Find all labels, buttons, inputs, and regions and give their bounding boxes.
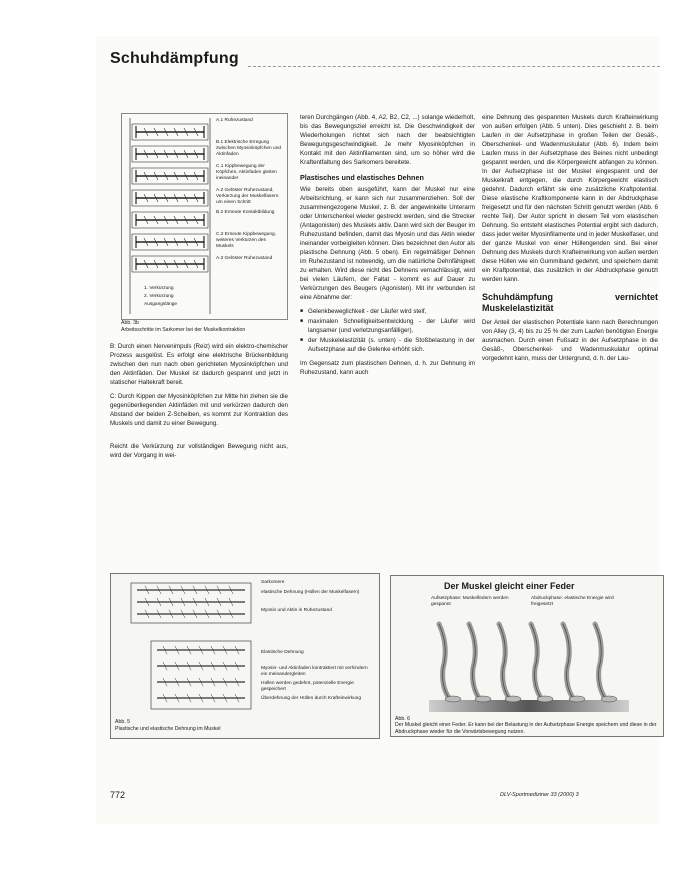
bullet-item: ■ Gelenkbeweglichkeit - der Läufer wird steif, bbox=[308, 307, 475, 316]
column-3 bbox=[482, 113, 658, 368]
fiber-row bbox=[157, 646, 245, 654]
figure-4-caption-label: Abb. 3b bbox=[121, 320, 139, 326]
sarcomere-row bbox=[132, 124, 208, 140]
sarcomere-row bbox=[132, 256, 208, 272]
fig5-label-top: Sarkomere bbox=[261, 580, 285, 585]
fig5-bottom-line-1: Myosin- und Aktinfaden kontraktiert mit verhindern ein Ineinandergleiten bbox=[261, 666, 368, 677]
column-1 bbox=[110, 342, 288, 465]
sarcomere-row bbox=[132, 212, 208, 228]
stretching-figure bbox=[110, 573, 380, 739]
fig5-bottom-line-3: Überdehnung der Hüllen durch Krafteinwirkung bbox=[261, 696, 361, 701]
figure-5-caption: Plastische und elastische Dehnung im Muskel bbox=[115, 726, 221, 732]
leg-silhouette bbox=[499, 624, 521, 702]
fiber-row bbox=[157, 662, 245, 670]
col1-paragraph-b: B: Durch einen Nervenimpuls (Reiz) wird ein elektro-chemischer Prozess ausgelöst. Es erfolgt eine elektrische Brückenbildung zwischen den nun nach oben gerichteten Myosinköpfchen und den Aktinfäden. Der Muskel ist dadurch gespannt und jetzt in statischer Haltekraft bereit. bbox=[110, 343, 288, 386]
scale-label-1: 1. Verkürzung bbox=[144, 286, 174, 291]
figure-4-caption: Arbeitsschritte im Sarkomer bei der Muskelkontraktion bbox=[121, 327, 246, 333]
fig5-top-line-2: Myosin und Aktin in Ruhezustand bbox=[261, 608, 332, 613]
fig5-top-line-1: elastische Dehnung (Hüllen der Muskelfasern) bbox=[261, 590, 360, 595]
page-number: 772 bbox=[110, 790, 126, 800]
col3-paragraph-2: Der Anteil der elastischen Potentiale kann nach Berechnungen von Alley (3, 4) bis zu 25 % der zum Laufen benötigten Energie ausmachen. Durch einen Fußsatz in der Aufsetzphase in die Gesäß-, Oberschenkel- und Wadenmuskulatur optimal vorgedehnt kann, muss der Untergrund, d. h. der Lau- bbox=[482, 319, 658, 362]
col2-paragraph-3: Im Gegensatz zum plastischen Dehnen, d. h. zur Dehnung im Ruhezustand, kann auch bbox=[300, 360, 475, 376]
sarcomere-legend-item: C.2 Erneute Kippbewegung, weiteres Verkürzen des Muskels bbox=[216, 232, 277, 249]
sarcomere-legend-item: A.1 Ruhezustand bbox=[216, 118, 253, 123]
col3-paragraph-1: eine Dehnung des gespannten Muskels durch Krafteinwirkung von außen erfolgen (Abb. 5 unten). Dies geschieht z. B. beim Laufen in der Aufsetzphase in großen Teilen der Gesäß-, Oberschenkel- und Wadenmuskulatur (Abb. 6). Indem beim Laufen muss in der Aufsetzphase des Beines nicht unbedingt gespannt werden, und die Körpergewicht abfangen zu können. In der Aufsetzphase ist der Muskel eingespannt und der Muskelkraft entgegen, die durch Körpergewicht elastisch gedehnt. Dadurch erfährt sie eine zusätzliche Kraftpotential. Diese elastische Kraftkomponente kann in der Abdruckphase freigesetzt und für den nächsten Schritt genutzt werden (Abb. 6 rechte Teil). Der Autor spricht in diesem Teil vom elastischen Dehnung. So entsteht elastisches Potential ergibt sich dadurch, dass jeder weiter Myosinfilamente und in jeder Muskelfaser, und der ganze Muskel von einer Hüllengenden sind. Bei einer Dehnung des Muskels durch Krafteinwirkung von außen werden diese Hüllen wie ein Gummiband gedehnt, und speichern damit ein Kraftpotential, das zusätzlich in der Abdruckphase genutzt werden kann. bbox=[482, 114, 658, 283]
sarcomere-figure bbox=[121, 113, 288, 320]
fiber-row bbox=[137, 610, 245, 618]
leg-silhouette bbox=[595, 624, 617, 702]
fiber-row bbox=[157, 678, 245, 686]
leg-silhouette bbox=[469, 624, 491, 702]
sarcomere-row bbox=[132, 146, 208, 162]
sarcomere-legend-item: B.2 Erneute Kontaktbildung bbox=[216, 210, 275, 215]
page-title: Schuhdämpfung bbox=[110, 50, 239, 67]
fig6-label-2: Abdruckphase: elastische Energie wird freigesetzt bbox=[531, 596, 614, 607]
leg-silhouette bbox=[439, 624, 461, 702]
figure-5-caption-label: Abb. 5 bbox=[115, 719, 130, 725]
scale-label-3: Ausgangslänge bbox=[144, 302, 178, 307]
fiber-row bbox=[137, 598, 245, 606]
col2-heading: Plastisches und elastisches Dehnen bbox=[300, 173, 424, 182]
bullet-item: ■ maximalen Schnelligkeitsentwicklung - der Läufer wird langsamer (und verletzungsanfälliger), bbox=[308, 317, 475, 335]
sarcomere-legend-item: C.1 Kippbewegung der Köpfchen, Aktinfaden gleiten ineinander bbox=[216, 164, 277, 181]
fiber-row bbox=[137, 586, 245, 594]
figure-6-title: Der Muskel gleicht einer Feder bbox=[444, 581, 575, 591]
sarcomere-row bbox=[132, 234, 208, 250]
leg-silhouette bbox=[531, 624, 553, 702]
fig5-label-bottom: Elastische Dehnung bbox=[261, 650, 304, 655]
sarcomere-legend-item: A.3 Gelöster Ruhezustand bbox=[216, 256, 273, 261]
figure-6-caption-label: Abb. 6 bbox=[395, 716, 410, 722]
journal-citation: DLV-Sportmediziner 33 (2000) 3 bbox=[500, 792, 579, 798]
fig5-bottom-line-2: Hüllen werden gedehnt, potenzielle Energie gespeichert bbox=[261, 681, 354, 692]
col1-paragraph-end: Reicht die Verkürzung zur vollständigen Bewegung nicht aus, wird der Vorgang in wei- bbox=[110, 443, 288, 459]
scale-label-2: 2. Verkürzung bbox=[144, 294, 174, 299]
fig6-label-1: Aufsetzphase: Muskelfedern werden gespannt bbox=[431, 596, 509, 607]
title-rule bbox=[248, 66, 660, 67]
sarcomere-legend-item: A.2 Gelöster Ruhezustand, Verkürzung der Muskelfasern um einen Schritt bbox=[216, 188, 279, 205]
stretching-diagram bbox=[111, 574, 379, 738]
bullet-item: ■ der Muskelelastizität (s. unten) - die Stoßbelastung in der Aufsetzphase auf die Gelenke erhöht sich. bbox=[308, 336, 475, 354]
sarcomere-row bbox=[132, 168, 208, 184]
sarcomere-legend-item: B.1 Elektrische Erregung zwischen Myosinköpfchen und Aktinfaden bbox=[216, 140, 282, 157]
col1-paragraph-c: C: Durch Kippen der Myosinköpfchen zur Mitte hin ziehen sie die gegenüberliegenden Aktinfäden mit und verkürzen dadurch den Abstand der beiden Z-Scheiben, es kommt zur Kontraktion des Muskels und damit zu einer Bewegung. bbox=[110, 393, 288, 427]
col2-paragraph-2: Wie bereits oben ausgeführt, kann der Muskel nur eine Arbeitsrichtung, er kann sich nur zusammenziehen. Soll der zusammengezogene Muskel, z. B. der angewinkelte Unterarm oder Unterschenkel wieder gestreckt werden, sind die Strecker (Antagonisten) des Muskels aktiv. Dann wird sich der Beuger im Ruhezustand befinden, damit das Myosin und das Aktin wieder ineinander vorbeigleiten können. Dies bezeichnet den Autor als plastische Dehnung (Abb. 5 oben). Ein regelmäßiger Dehnen im Ruhezustand ist notwendig, um die natürliche Dehnfähigkeit zu erhalten. Wird diese nicht des Dehnens vernachlässigt, wird bei vielen Läufern, der Faltat - kommt es auf Dauer zu Verkürzungen des Beugers (Agonisten). Mit ihr verbunden ist eine Abnahme der: bbox=[300, 186, 475, 301]
leg-silhouette bbox=[563, 624, 585, 702]
col3-heading: Schuhdämpfung vernichtet Muskelelastizität bbox=[482, 292, 658, 313]
col2-bullet-list bbox=[300, 307, 475, 354]
col2-paragraph-1: teren Durchgängen (Abb. 4, A2, B2, C2, ...) solange wiederholt, bis das Bewegungsziel erreicht ist. Die Geschwindigkeit der Wiederholungen richtet sich nach der beabsichtigten Bewegungsgeschwindigkeit. Je mehr Myosinköpfchen in Kontakt mit den Aktinfilamenten sind, um so höher wird die Kraftentfaltung des Sarkomers bereitete. bbox=[300, 114, 475, 166]
figure-6-caption: Der Muskel gleicht einer Feder. Er kann bei der Belastung in der Aufsetzphase Energie speichern und diese in der Abdruckphase wieder für die Vorwärtsbewegung nutzen. bbox=[395, 722, 657, 735]
sarcomere-row bbox=[132, 190, 208, 206]
spring-figure bbox=[390, 575, 664, 737]
fiber-row bbox=[157, 694, 245, 702]
column-2 bbox=[300, 113, 475, 382]
